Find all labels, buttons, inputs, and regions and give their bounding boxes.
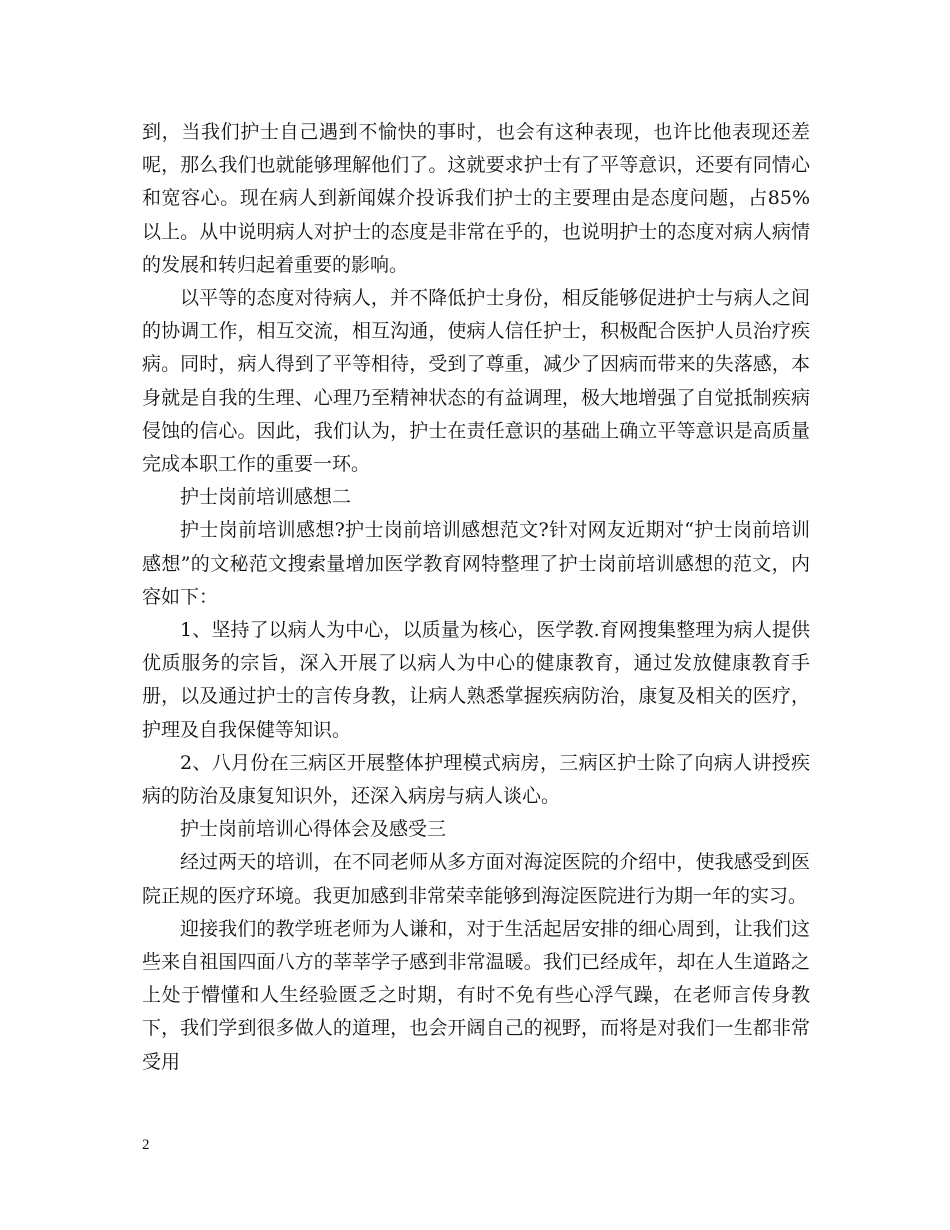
- section-heading-three: 护士岗前培训心得体会及感受三: [180, 818, 447, 841]
- paragraph-training: 经过两天的培训，在不同老师从多方面对海淀医院的介绍中，使我感受到医院正规的医疗环境。我更加感到非常荣幸能够到海淀医院进行为期一年的实习。: [142, 851, 810, 907]
- paragraph-equality-attitude: 以平等的态度对待病人，并不降低护士身份，相反能够促进护士与病人之间的协调工作，相互交流，相互沟通，使病人信任护士，积极配合医护人员治疗疾病。同时，病人得到了平等相待，受到了尊重，减少了因病而带来的失落感，本身就是自我的生理、心理乃至精神状态的有益调理，极大地增强了自觉抵制疾病侵蚀的信心。因此，我们认为，护士在责任意识的基础上确立平等意识是高质量完成本职工作的重要一环。: [142, 287, 810, 476]
- paragraph-teacher: 迎接我们的教学班老师为人谦和，对于生活起居安排的细心周到，让我们这些来自祖国四面八方的莘莘学子感到非常温暖。我们已经成年，却在人生道路之上处于懵懂和人生经验匮乏之时期，有时不免有些心浮气躁，在老师言传身教下，我们学到很多做人的道理，也会开阔自己的视野，而将是对我们一生都非常受用: [142, 917, 810, 1073]
- section-heading-two: 护士岗前培训感想二: [180, 486, 352, 509]
- paragraph-continuation: 到，当我们护士自己遇到不愉快的事时，也会有这种表现，也许比他表现还差呢，那么我们也就能够理解他们了。这就要求护士有了平等意识，还要有同情心和宽容心。现在病人到新闻媒介投诉我们护士的主要理由是态度问题，占85%以上。从中说明病人对护士的态度是非常在乎的，也说明护士的态度对病人病情的发展和转归起着重要的影响。: [142, 121, 810, 276]
- paragraph-intro: 护士岗前培训感想?护士岗前培训感想范文?针对网友近期对“护士岗前培训感想”的文秘范文搜索量增加医学教育网特整理了护士岗前培训感想的范文，内容如下：: [142, 519, 810, 608]
- paragraph-item-1: 1、坚持了以病人为中心，以质量为核心，医学教.育网搜集整理为病人提供优质服务的宗旨，深入开展了以病人为中心的健康教育，通过发放健康教育手册，以及通过护士的言传身教，让病人熟悉掌握疾病防治，康复及相关的医疗，护理及自我保健等知识。: [142, 619, 810, 741]
- paragraph-item-2: 2、八月份在三病区开展整体护理模式病房，三病区护士除了向病人讲授疾病的防治及康复知识外，还深入病房与病人谈心。: [142, 751, 810, 808]
- page-number: 2: [142, 1137, 150, 1153]
- document-body: [142, 116, 810, 1079]
